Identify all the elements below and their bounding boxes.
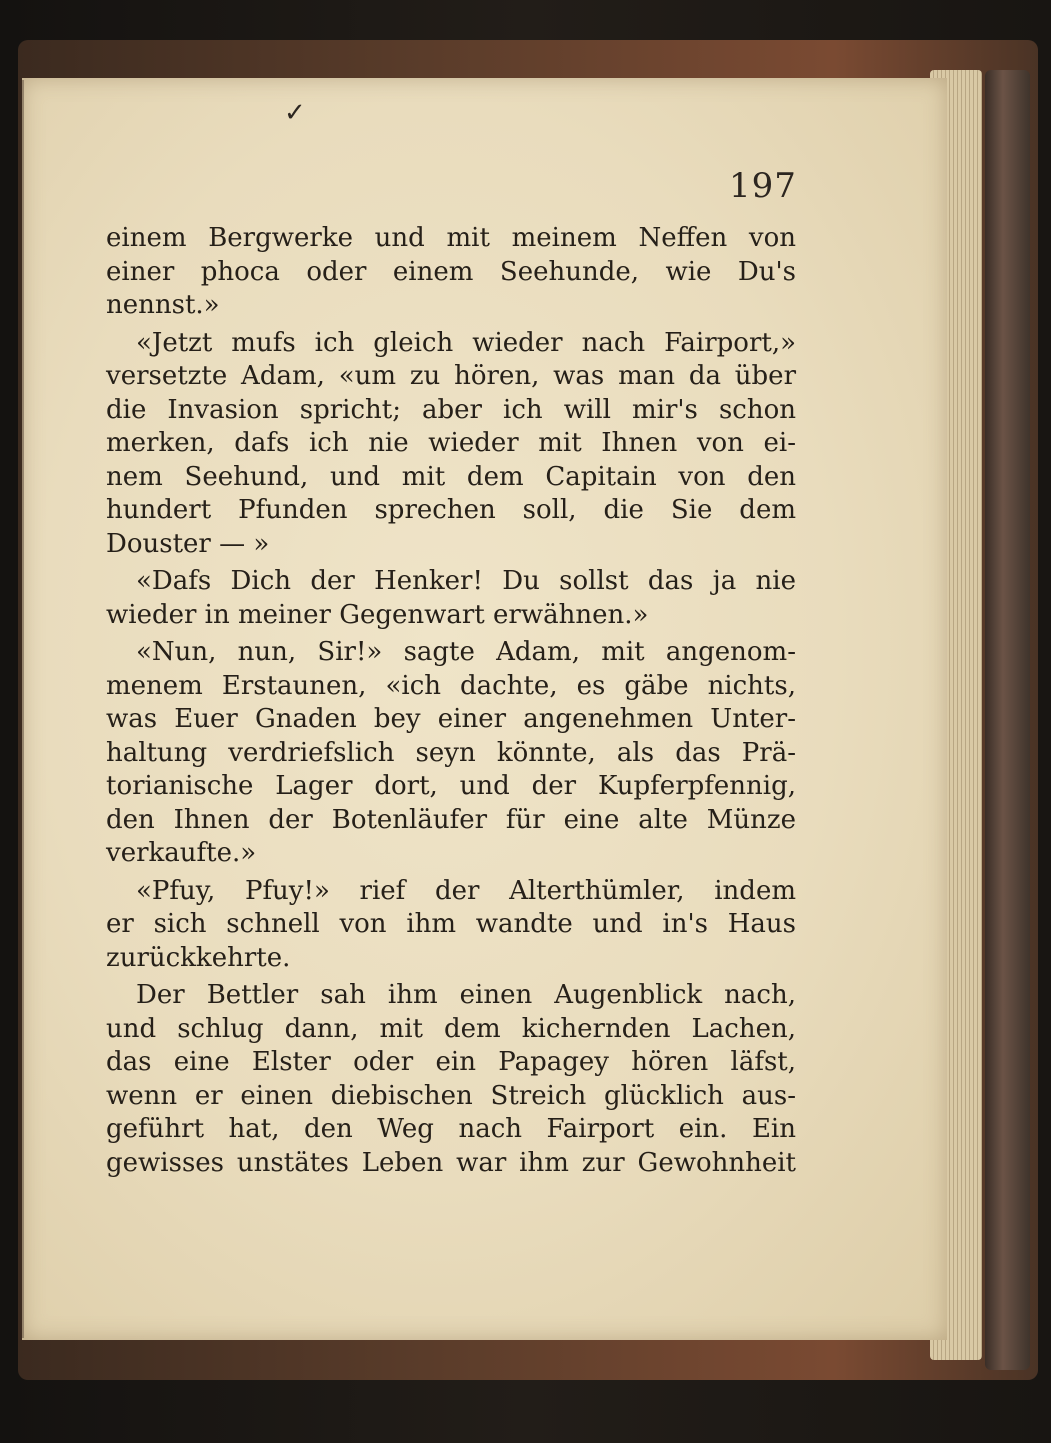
- text-line: hundert Pfunden sprechen soll, die Sie dem: [106, 495, 796, 525]
- text-line: «Dafs Dich der Henker! Du sollst das ja nie: [136, 566, 796, 596]
- text-line: gewisses unstätes Leben war ihm zur Gewohnheit: [106, 1147, 796, 1178]
- text-line: «Jetzt mufs ich gleich wieder nach Fairport,»: [136, 327, 796, 358]
- text-line: versetzte Adam, «um zu hören, was man da über: [106, 361, 796, 391]
- text-line: «Nun, nun, Sir!» sagte Adam, mit angenom-: [136, 637, 796, 667]
- text-line: geführt hat, den Weg nach Fairport ein. Ein: [106, 1114, 796, 1144]
- text-line: menem Erstaunen, «ich dachte, es gäbe nichts,: [106, 670, 796, 701]
- text-line: und schlug dann, mit dem kichernden Lachen,: [106, 1013, 796, 1044]
- body-text: [106, 222, 796, 1180]
- text-line: Der Bettler sah ihm einen Augenblick nach,: [136, 980, 796, 1010]
- text-line: nennst.»: [106, 290, 220, 320]
- text-line: haltung verdriefslich seyn könnte, als das Prä-: [106, 737, 796, 768]
- text-line: einer phoca oder einem Seehunde, wie Du's: [106, 256, 796, 287]
- text-line: wenn er einen diebischen Streich glücklich aus-: [106, 1080, 796, 1111]
- text-line: zurückkehrte.: [106, 942, 291, 973]
- text-line: «Pfuy, Pfuy!» rief der Alterthümler, indem: [136, 875, 796, 906]
- text-line: wieder in meiner Gegenwart erwähnen.»: [106, 599, 649, 630]
- text-line: merken, dafs ich nie wieder mit Ihnen von ei-: [106, 428, 796, 458]
- text-line: verkaufte.»: [106, 838, 257, 868]
- text-line: das eine Elster oder ein Papagey hören läfst,: [106, 1047, 796, 1077]
- text-line: die Invasion spricht; aber ich will mir's schon: [106, 394, 796, 425]
- text-line: torianische Lager dort, und der Kupferpfennig,: [106, 771, 796, 801]
- book-spine-edge: [985, 70, 1030, 1370]
- page-gutter-line: [22, 80, 24, 1338]
- text-line: einem Bergwerke und mit meinem Neffen von: [106, 223, 796, 253]
- page-number: 197: [729, 166, 797, 206]
- text-line: was Euer Gnaden bey einer angenehmen Unter-: [106, 704, 796, 734]
- text-line: den Ihnen der Botenläufer für eine alte Münze: [106, 804, 796, 835]
- text-line: er sich schnell von ihm wandte und in's Haus: [106, 909, 796, 939]
- text-line: nem Seehund, und mit dem Capitain von den: [106, 461, 796, 492]
- text-line: Douster — »: [106, 528, 270, 559]
- handwritten-check-mark: ✓: [284, 98, 306, 128]
